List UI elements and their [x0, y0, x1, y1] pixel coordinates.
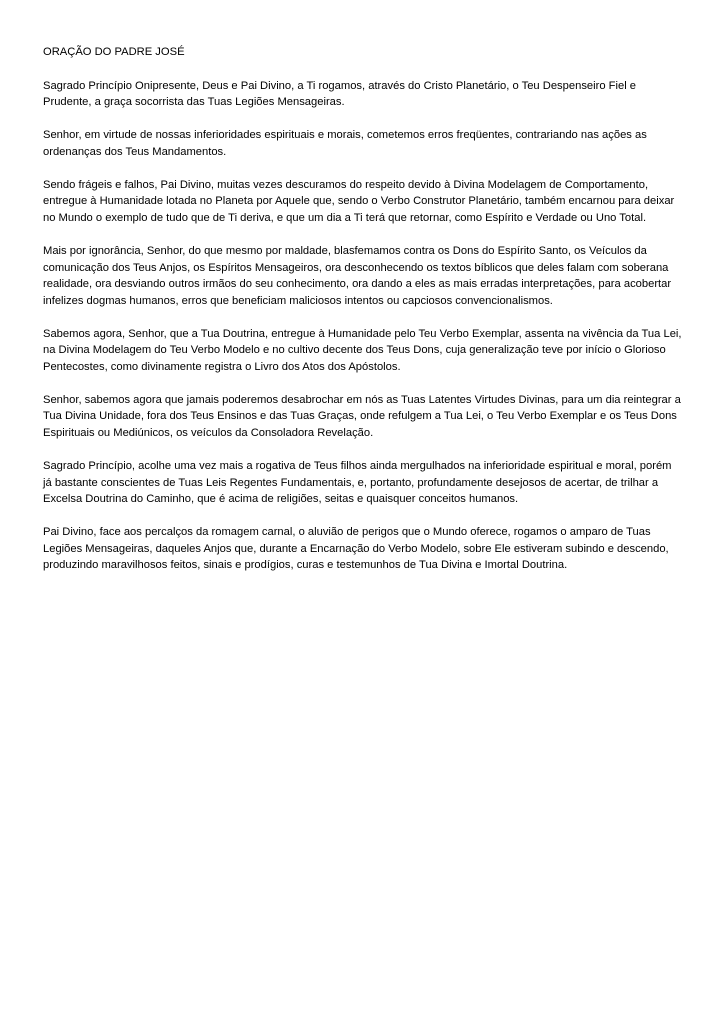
- paragraph: Senhor, sabemos agora que jamais poderemos desabrochar em nós as Tuas Latentes Virtudes Divinas, para um dia reintegrar a Tua Divina Unidade, fora dos Teus Ensinos e das Tuas Graças, onde refulgem a Tua Lei, o Teu Verbo Exemplar e os Teus Dons Espirituais ou Mediúnicos, os veículos da Consoladora Revelação.: [43, 393, 681, 440]
- document-body: [43, 44, 683, 590]
- paragraph: Pai Divino, face aos percalços da romagem carnal, o aluvião de perigos que o Mundo oferece, rogamos o amparo de Tuas Legiões Mensageiras, daqueles Anjos que, durante a Encarnação do Verbo Modelo, sobre Ele estiveram subindo e descendo, produzindo maravilhosos feitos, sinais e prodígios, curas e testemunhos de Tua Divina e Imortal Doutrina.: [43, 526, 669, 572]
- paragraph: Senhor, em virtude de nossas inferioridades espirituais e morais, cometemos erros freqüentes, contrariando nas ações as ordenanças dos Teus Mandamentos.: [43, 129, 647, 158]
- paragraph: Mais por ignorância, Senhor, do que mesmo por maldade, blasfemamos contra os Dons do Espírito Santo, os Veículos da comunicação dos Teus Anjos, os Espíritos Mensageiros, ora desconhecendo os textos bíblicos que deles falam com soberana realidade, ora desviando outros irmãos do seu conhecimento, ora dando a eles as mais erradas interpretações, para acobertar infelizes dogmas humanos, erros que beneficiam maliciosos intentos ou capciosos convencionalismos.: [43, 244, 672, 307]
- paragraph: Sendo frágeis e falhos, Pai Divino, muitas vezes descuramos do respeito devido à Divina Modelagem de Comportamento, entregue à Humanidade lotada no Planeta por Aquele que, sendo o Verbo Construtor Planetário, também encarnou para deixar no Mundo o exemplo de tudo que de Ti deriva, e que um dia a Ti terá que retornar, como Espírito e Verdade ou Uno Total.: [43, 178, 675, 224]
- paragraph: Sabemos agora, Senhor, que a Tua Doutrina, entregue à Humanidade pelo Teu Verbo Exemplar, assenta na vivência da Tua Lei, na Divina Modelagem do Teu Verbo Modelo e no cultivo decente dos Teus Dons, cuja generalização teve por início o Glorioso Pentecostes, como divinamente registra o Livro dos Atos dos Apóstolos.: [43, 327, 682, 373]
- paragraph: Sagrado Princípio, acolhe uma vez mais a rogativa de Teus filhos ainda mergulhados na inferioridade espiritual e moral, porém já bastante conscientes de Tuas Leis Regentes Fundamentais, e, portanto, profundamente desejosos de acertar, de trilhar a Excelsa Doutrina do Caminho, que é acima de religiões, seitas e quaisquer conceitos humanos.: [43, 460, 672, 506]
- paragraph: Sagrado Princípio Onipresente, Deus e Pai Divino, a Ti rogamos, através do Cristo Planetário, o Teu Despenseiro Fiel e Prudente, a graça socorrista das Tuas Legiões Mensageiras.: [43, 79, 637, 109]
- document-title: ORAÇÃO DO PADRE JOSÉ: [43, 46, 185, 58]
